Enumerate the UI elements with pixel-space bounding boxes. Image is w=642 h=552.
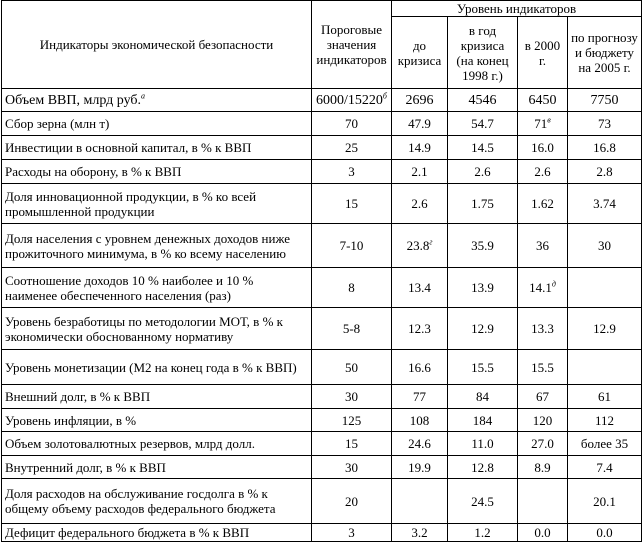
value-cell-forecast-2005 — [568, 224, 642, 268]
threshold-cell — [312, 524, 392, 542]
value-cell-year-2000 — [518, 350, 568, 385]
indicator-cell — [2, 432, 312, 456]
threshold-cell — [312, 308, 392, 350]
value-cell-year-2000 — [518, 224, 568, 268]
value-cell-crisis-year — [448, 350, 518, 385]
value-cell-forecast-2005 — [568, 385, 642, 409]
indicator-label: Объем ВВП, млрд руб. — [5, 92, 142, 108]
indicator-value: 14.5 — [471, 140, 494, 155]
threshold-value: 8 — [348, 280, 355, 295]
indicator-value: 112 — [595, 412, 615, 428]
threshold-cell — [312, 268, 392, 308]
indicator-value: 2.8 — [596, 164, 613, 179]
value-cell-crisis-year — [448, 524, 518, 542]
indicator-cell — [2, 184, 312, 224]
value-cell-before-crisis — [392, 136, 448, 160]
indicator-cell — [2, 524, 312, 542]
indicator-value: 120 — [532, 412, 553, 428]
value-cell-forecast-2005 — [568, 136, 642, 160]
table-row — [2, 479, 642, 524]
indicator-value: 35.9 — [471, 238, 494, 253]
value-cell-forecast-2005 — [568, 89, 642, 112]
indicator-label: Внешний долг, в % к ВВП — [5, 389, 151, 404]
header-forecast-2005: по прогнозу и бюджету на 2005 г. — [568, 17, 642, 89]
indicator-cell — [2, 89, 312, 112]
value-cell-year-2000 — [518, 385, 568, 409]
value-cell-forecast-2005 — [568, 160, 642, 184]
threshold-value: 70 — [345, 116, 358, 131]
value-cell-crisis-year — [448, 160, 518, 184]
indicator-value: 27.0 — [531, 436, 554, 451]
indicator-value: 1.75 — [471, 196, 494, 211]
indicator-value: 36 — [536, 238, 549, 253]
indicator-value: 4546 — [468, 92, 497, 108]
indicator-cell — [2, 456, 312, 479]
indicator-label: Сбор зерна (млн т) — [5, 116, 110, 131]
header-threshold: Пороговые значения индикаторов — [312, 1, 392, 89]
header-before-crisis: до кризиса — [392, 17, 448, 89]
indicator-cell — [2, 409, 312, 432]
threshold-cell — [312, 184, 392, 224]
indicator-value: 7750 — [590, 92, 619, 108]
value-cell-crisis-year — [448, 89, 518, 112]
indicator-value: 16.6 — [408, 359, 431, 375]
header-crisis-year: в год кризиса (на конец 1998 г.) — [448, 17, 518, 89]
threshold-cell — [312, 479, 392, 524]
indicator-cell — [2, 385, 312, 409]
value-cell-forecast-2005 — [568, 432, 642, 456]
table-row — [2, 308, 642, 350]
header-year-2000: в 2000 г. — [518, 17, 568, 89]
economic-security-table — [1, 0, 642, 542]
value-cell-year-2000 — [518, 409, 568, 432]
indicator-value: 77 — [413, 389, 426, 404]
threshold-value: 25 — [345, 140, 358, 155]
value-cell-crisis-year — [448, 385, 518, 409]
indicator-value: более 35 — [580, 436, 629, 451]
indicator-value: 20.1 — [593, 493, 616, 509]
indicator-value: 3.2 — [411, 525, 428, 540]
indicator-label: Объем золотовалютных резервов, млрд долл. — [5, 436, 255, 451]
threshold-cell — [312, 224, 392, 268]
value-cell-before-crisis — [392, 385, 448, 409]
indicator-label: Расходы на оборону, в % к ВВП — [5, 164, 182, 179]
table-row — [2, 524, 642, 542]
value-cell-year-2000 — [518, 136, 568, 160]
indicator-label: Доля расходов на обслуживание госдолга в % к общему объему расходов федерального бюджета — [5, 486, 276, 516]
indicator-value: 184 — [472, 412, 493, 428]
indicator-value: 2.1 — [411, 164, 428, 179]
indicator-value: 16.8 — [593, 140, 616, 155]
table-row — [2, 224, 642, 268]
value-cell-crisis-year — [448, 224, 518, 268]
threshold-cell — [312, 456, 392, 479]
threshold-cell — [312, 160, 392, 184]
indicator-label: Инвестиции в основной капитал, в % к ВВП — [5, 140, 252, 155]
indicator-value: 24.5 — [471, 493, 494, 509]
table-row — [2, 184, 642, 224]
indicator-value: 16.0 — [531, 140, 554, 155]
indicator-cell — [2, 160, 312, 184]
threshold-value: 7-10 — [339, 238, 364, 253]
value-cell-crisis-year — [448, 184, 518, 224]
value-cell-before-crisis — [392, 184, 448, 224]
value-cell-forecast-2005 — [568, 268, 642, 308]
indicator-value: 1.62 — [531, 196, 554, 211]
indicator-value: 15.5 — [531, 359, 554, 375]
indicator-cell — [2, 479, 312, 524]
indicator-value: 2.6 — [411, 196, 428, 211]
value-cell-year-2000 — [518, 112, 568, 136]
indicator-value: 1.2 — [474, 525, 491, 540]
value-cell-crisis-year — [448, 268, 518, 308]
value-cell-year-2000 — [518, 432, 568, 456]
table-row — [2, 385, 642, 409]
indicator-cell — [2, 112, 312, 136]
indicator-value: 2.6 — [474, 164, 491, 179]
value-cell-before-crisis — [392, 89, 448, 112]
value-cell-crisis-year — [448, 479, 518, 524]
indicator-label: Дефицит федерального бюджета в % к ВВП — [5, 525, 250, 540]
indicator-value: 15.5 — [471, 359, 494, 375]
indicator-value: 67 — [536, 389, 549, 404]
threshold-cell — [312, 350, 392, 385]
value-cell-before-crisis — [392, 524, 448, 542]
indicator-value: 73 — [598, 116, 612, 131]
indicator-value: 19.9 — [408, 459, 431, 475]
indicator-value: 2.6 — [534, 164, 551, 179]
value-cell-before-crisis — [392, 432, 448, 456]
value-cell-crisis-year — [448, 112, 518, 136]
value-cell-year-2000 — [518, 184, 568, 224]
value-cell-year-2000 — [518, 160, 568, 184]
table-row — [2, 112, 642, 136]
indicator-label: Доля населения с уровнем денежных доходов ниже прожиточного минимума, в % ко всему населению — [5, 230, 291, 261]
footnote-mark: г — [429, 237, 433, 247]
value-cell-year-2000 — [518, 308, 568, 350]
value-cell-before-crisis — [392, 409, 448, 432]
indicator-value: 7.4 — [596, 459, 613, 475]
value-cell-before-crisis — [392, 268, 448, 308]
indicator-value: 24.6 — [408, 436, 431, 451]
header-indicators: Индикаторы экономической безопасности — [2, 1, 312, 89]
indicator-value: 12.3 — [408, 321, 431, 336]
table-row — [2, 432, 642, 456]
value-cell-forecast-2005 — [568, 112, 642, 136]
threshold-cell — [312, 89, 392, 112]
indicator-value: 13.4 — [408, 280, 431, 295]
indicator-label: Внутренний долг, в % к ВВП — [5, 459, 166, 475]
indicator-label: Уровень инфляции, в % — [5, 412, 137, 428]
indicator-value: 6450 — [528, 92, 557, 108]
indicator-value: 14.1 — [529, 280, 552, 295]
threshold-cell — [312, 112, 392, 136]
value-cell-year-2000 — [518, 456, 568, 479]
indicator-label: Доля инновационной продукции, в % ко всей промышленной продукции — [5, 188, 257, 219]
indicator-value: 12.8 — [471, 459, 494, 475]
threshold-cell — [312, 385, 392, 409]
indicator-label: Уровень монетизации (М2 на конец года в % к ВВП) — [5, 359, 297, 375]
value-cell-forecast-2005 — [568, 184, 642, 224]
indicator-cell — [2, 268, 312, 308]
value-cell-crisis-year — [448, 456, 518, 479]
value-cell-year-2000 — [518, 524, 568, 542]
indicator-label: Соотношение доходов 10 % наиболее и 10 % наименее обеспеченного населения (раз) — [5, 272, 254, 303]
indicator-value: 71 — [534, 116, 548, 131]
footnote-mark: д — [551, 279, 556, 289]
value-cell-before-crisis — [392, 479, 448, 524]
threshold-value: 30 — [345, 389, 358, 404]
indicator-label: Уровень безработицы по методологии МОТ, в % к экономически обоснованному нормативу — [5, 313, 283, 344]
value-cell-year-2000 — [518, 479, 568, 524]
value-cell-before-crisis — [392, 308, 448, 350]
indicator-value: 84 — [476, 389, 489, 404]
value-cell-forecast-2005 — [568, 456, 642, 479]
indicator-value: 12.9 — [593, 321, 616, 336]
value-cell-forecast-2005 — [568, 479, 642, 524]
indicator-value: 2696 — [405, 92, 434, 108]
indicator-value: 13.9 — [471, 280, 494, 295]
indicator-value: 30 — [598, 238, 612, 253]
threshold-value: 3 — [348, 164, 355, 179]
value-cell-forecast-2005 — [568, 524, 642, 542]
threshold-cell — [312, 136, 392, 160]
value-cell-crisis-year — [448, 308, 518, 350]
indicator-value: 8.9 — [534, 459, 551, 475]
value-cell-crisis-year — [448, 432, 518, 456]
threshold-value: 3 — [348, 525, 355, 540]
value-cell-forecast-2005 — [568, 409, 642, 432]
footnote-mark: б — [382, 90, 387, 100]
indicator-cell — [2, 308, 312, 350]
value-cell-before-crisis — [392, 224, 448, 268]
footnote-mark: в — [547, 115, 551, 125]
threshold-cell — [312, 409, 392, 432]
value-cell-crisis-year — [448, 409, 518, 432]
value-cell-forecast-2005 — [568, 308, 642, 350]
indicator-cell — [2, 350, 312, 385]
indicator-value: 54.7 — [471, 116, 494, 131]
indicator-value: 11.0 — [471, 436, 494, 451]
threshold-value: 125 — [341, 412, 362, 428]
indicator-value: 61 — [598, 389, 612, 404]
table-row — [2, 268, 642, 308]
table-row — [2, 350, 642, 385]
indicator-value: 47.9 — [408, 116, 431, 131]
value-cell-crisis-year — [448, 136, 518, 160]
value-cell-before-crisis — [392, 160, 448, 184]
value-cell-forecast-2005 — [568, 350, 642, 385]
threshold-cell — [312, 432, 392, 456]
indicator-value: 12.9 — [471, 321, 494, 336]
value-cell-year-2000 — [518, 89, 568, 112]
indicator-cell — [2, 136, 312, 160]
threshold-value: 15 — [345, 436, 358, 451]
indicator-value: 0.0 — [596, 525, 613, 540]
value-cell-before-crisis — [392, 456, 448, 479]
header-levels: Уровень индикаторов — [392, 1, 642, 17]
table-row — [2, 456, 642, 479]
threshold-value: 50 — [345, 359, 358, 375]
indicator-value: 23.8 — [406, 238, 430, 253]
table-row — [2, 160, 642, 184]
threshold-value: 5-8 — [342, 321, 361, 336]
threshold-value: 15 — [345, 196, 358, 211]
footnote-mark: а — [141, 90, 146, 100]
threshold-value: 30 — [345, 459, 358, 475]
threshold-value: 20 — [345, 493, 358, 509]
indicator-value: 3.74 — [593, 196, 616, 211]
table-row — [2, 89, 642, 112]
indicator-value: 0.0 — [534, 525, 551, 540]
value-cell-before-crisis — [392, 112, 448, 136]
table-row — [2, 409, 642, 432]
indicator-cell — [2, 224, 312, 268]
indicator-value: 13.3 — [531, 321, 554, 336]
value-cell-before-crisis — [392, 350, 448, 385]
indicator-value: 108 — [409, 412, 430, 428]
indicator-value: 14.9 — [408, 140, 431, 155]
threshold-value: 6000/15220 — [316, 92, 383, 108]
table-row — [2, 136, 642, 160]
value-cell-year-2000 — [518, 268, 568, 308]
